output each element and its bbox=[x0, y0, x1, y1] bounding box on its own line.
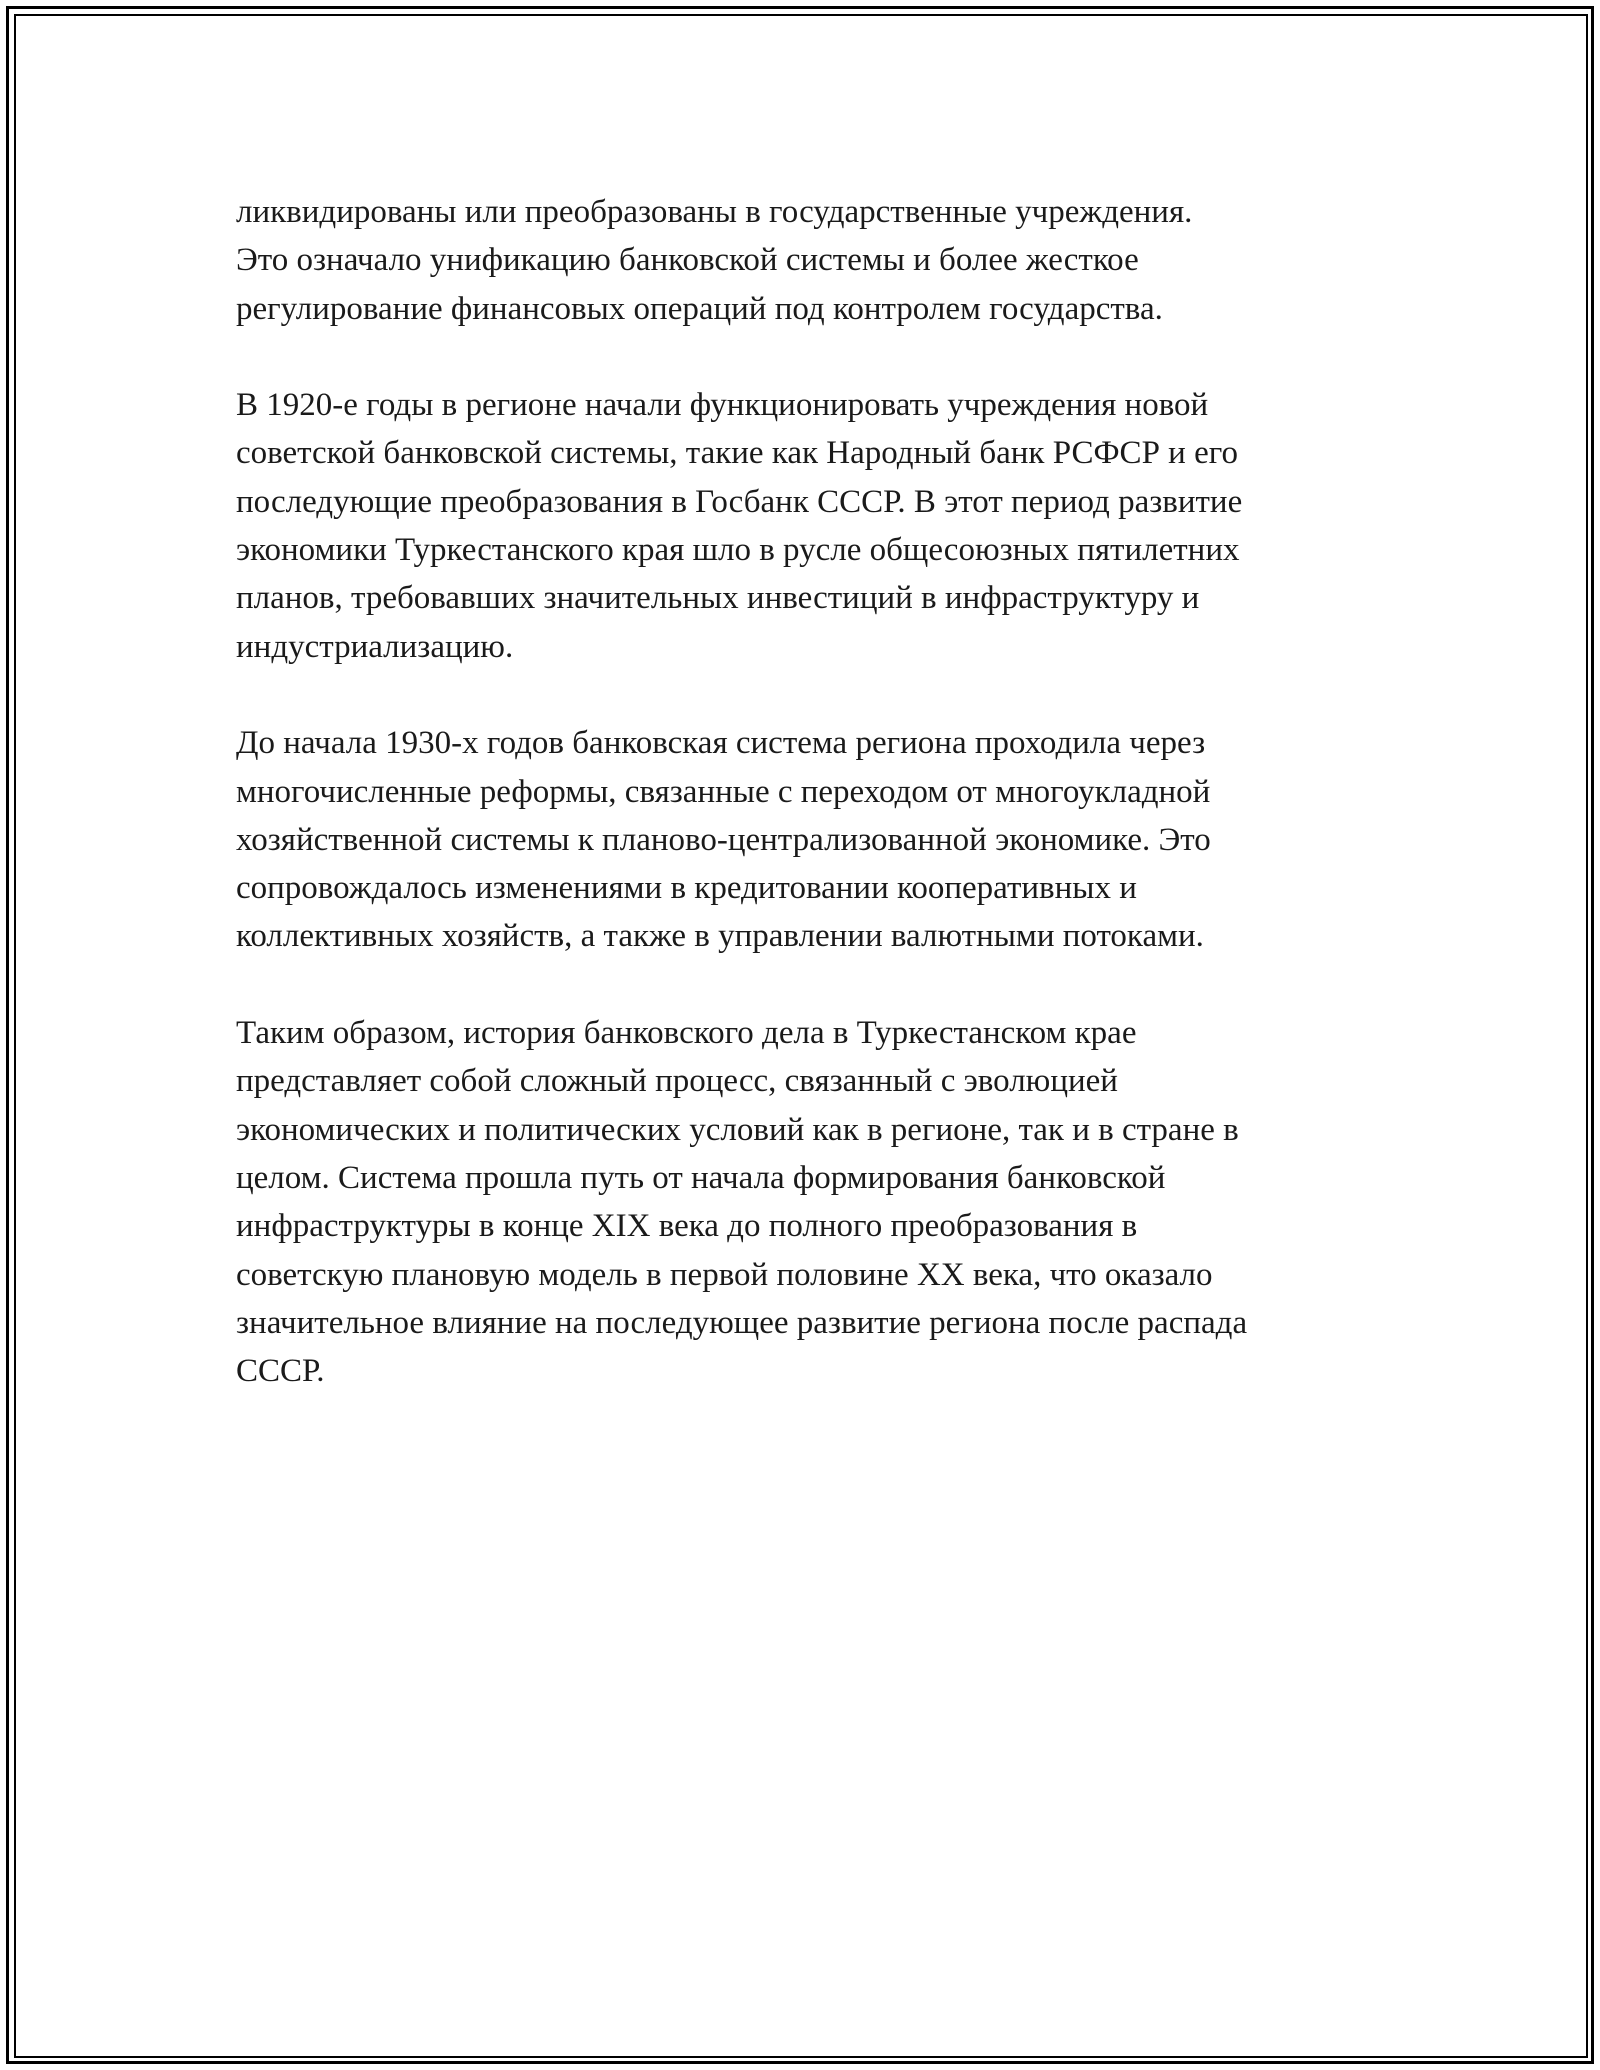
paragraph-2: В 1920-е годы в регионе начали функционировать учреждения новой советской банковской системы, такие как Народный банк РСФСР и его последующие преобразования в Госбанк СССР. В этот период развитие экономики Туркестанского края шло в русле общесоюзных пятилетних планов, требовавших значительных инвестиций в инфраструктуру и индустриализацию. bbox=[236, 387, 1243, 665]
paragraph-3: До начала 1930-х годов банковская система региона проходила через многочисленные реформы, связанные с переходом от многоукладной хозяйственной системы к планово-централизованной экономике. Это сопровождалось изменениями в кредитовании кооперативных и коллективных хозяйств, а также в управлении валютными потоками. bbox=[236, 725, 1211, 955]
paragraph-1: ликвидированы или преобразованы в государственные учреждения. Это означало унификацию банковской системы и более жесткое регулирование финансовых операций под контролем государства. bbox=[236, 194, 1193, 327]
document-body bbox=[236, 188, 1366, 1444]
paragraph-4: Таким образом, история банковского дела в Туркестанском крае представляет собой сложный процесс, связанный с эволюцией экономических и политических условий как в регионе, так и в стране в целом. Система прошла путь от начала формирования банковской инфраструктуры в конце XIX века до полного преобразования в советскую плановую модель в первой половине XX века, что оказало значительное влияние на последующее развитие региона после распада СССР. bbox=[236, 1015, 1248, 1390]
